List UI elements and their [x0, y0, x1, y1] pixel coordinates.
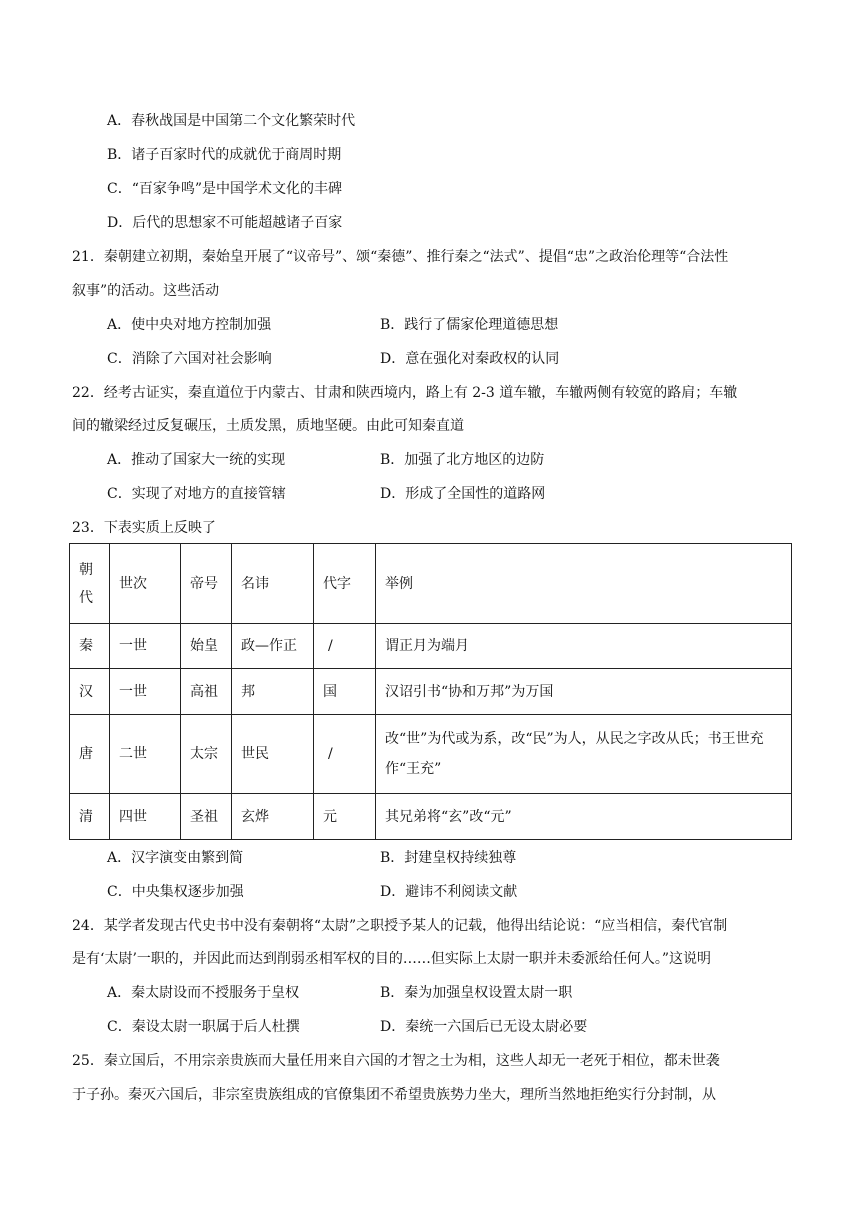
table-cell: 汉诏引书“协和万邦”为万国 [376, 669, 792, 715]
q25-stem-line1: 25．秦立国后，不用宗亲贵族而大量任用来自六国的才智之士为相，这些人却无一老死于相位，都未世袭 [72, 1053, 720, 1069]
table-header-row [70, 544, 792, 624]
table-cell: 秦 [70, 624, 110, 669]
q22-stem-line2: 间的辙梁经过反复碾压，土质发黑，质地坚硬。由此可知秦直道 [72, 418, 464, 434]
table-cell: / [314, 624, 376, 669]
q22-option-d: D．形成了全国性的道路网 [380, 486, 546, 502]
table-cell: 改“世”为代或为系，改“民”为人，从民之字改从氏；书王世充作“王充” [376, 715, 792, 794]
q23-option-b: B．封建皇权持续独尊 [380, 850, 517, 866]
table-header-cell: 名讳 [232, 544, 314, 624]
table-cell: 始皇 [181, 624, 232, 669]
q24-option-b: B．秦为加强皇权设置太尉一职 [380, 985, 573, 1001]
table-cell: 二世 [110, 715, 181, 794]
table-cell: 清 [70, 794, 110, 840]
table-cell: 一世 [110, 669, 181, 715]
q22-stem-line1: 22．经考古证实，秦直道位于内蒙古、甘肃和陕西境内，路上有 2-3 道车辙，车辙两侧有较宽的路肩；车辙 [72, 385, 738, 401]
q22-option-c: C．实现了对地方的直接管辖 [107, 486, 286, 502]
q22-option-a: A．推动了国家大一统的实现 [107, 452, 286, 468]
table-row [70, 715, 792, 794]
q20-option-a: A．春秋战国是中国第二个文化繁荣时代 [107, 113, 356, 129]
q23-stem: 23．下表实质上反映了 [72, 520, 216, 536]
q24-option-a: A．秦太尉设而不授服务于皇权 [107, 985, 300, 1001]
table-cell: 邦 [232, 669, 314, 715]
table-row [70, 794, 792, 840]
table-cell: / [314, 715, 376, 794]
table-cell: 四世 [110, 794, 181, 840]
q21-stem-line1: 21．秦朝建立初期，秦始皇开展了“议帝号”、颂“秦德”、推行秦之“法式”、提倡“忠”之政治伦理等“合法性 [72, 249, 729, 265]
q22-option-b: B．加强了北方地区的边防 [380, 452, 545, 468]
table-cell: 高祖 [181, 669, 232, 715]
table-cell: 世民 [232, 715, 314, 794]
table-header-cell: 帝号 [181, 544, 232, 624]
q23-option-d: D．避讳不利阅读文献 [380, 884, 518, 900]
q21-option-d: D．意在强化对秦政权的认同 [380, 351, 560, 367]
table-cell: 汉 [70, 669, 110, 715]
table-cell: 其兄弟将“玄”改“元” [376, 794, 792, 840]
q20-option-b: B．诸子百家时代的成就优于商周时期 [107, 147, 342, 163]
q20-option-d: D．后代的思想家不可能超越诸子百家 [107, 215, 343, 231]
q21-option-b: B．践行了儒家伦理道德思想 [380, 317, 559, 333]
table-cell: 圣祖 [181, 794, 232, 840]
q24-option-d: D．秦统一六国后已无设太尉必要 [380, 1019, 588, 1035]
q23-option-a: A．汉字演变由繁到简 [107, 850, 244, 866]
q23-option-c: C．中央集权逐步加强 [107, 884, 244, 900]
table-cell: 谓正月为端月 [376, 624, 792, 669]
q24-stem-line2: 是有‘太尉’一职的，并因此而达到削弱丞相军权的目的……但实际上太尉一职并未委派给任何人。”这说明 [72, 951, 712, 967]
q20-option-c: C．“百家争鸣”是中国学术文化的丰碑 [107, 181, 343, 197]
q21-stem-line2: 叙事”的活动。这些活动 [72, 283, 220, 299]
q24-option-c: C．秦设太尉一职属于后人杜撰 [107, 1019, 300, 1035]
q21-option-c: C．消除了六国对社会影响 [107, 351, 272, 367]
table-cell: 一世 [110, 624, 181, 669]
table-header-cell: 代字 [314, 544, 376, 624]
table-cell: 国 [314, 669, 376, 715]
table-header-cell: 举例 [376, 544, 792, 624]
q21-option-a: A．使中央对地方控制加强 [107, 317, 272, 333]
q24-stem-line1: 24．某学者发现古代史书中没有秦朝将“太尉”之职授予某人的记载，他得出结论说：“应当相信，秦代官制 [72, 918, 728, 934]
q23-table [69, 543, 792, 840]
table-cell: 唐 [70, 715, 110, 794]
q25-stem-line2: 于子孙。秦灭六国后，非宗室贵族组成的官僚集团不希望贵族势力坐大，理所当然地拒绝实行分封制，从 [72, 1087, 716, 1103]
table-cell: 元 [314, 794, 376, 840]
table-header-cell: 世次 [110, 544, 181, 624]
table-row [70, 669, 792, 715]
table-header-cell: 朝代 [70, 544, 110, 624]
table-cell: 政—作正 [232, 624, 314, 669]
table-cell: 太宗 [181, 715, 232, 794]
table-cell: 玄烨 [232, 794, 314, 840]
table-row [70, 624, 792, 669]
